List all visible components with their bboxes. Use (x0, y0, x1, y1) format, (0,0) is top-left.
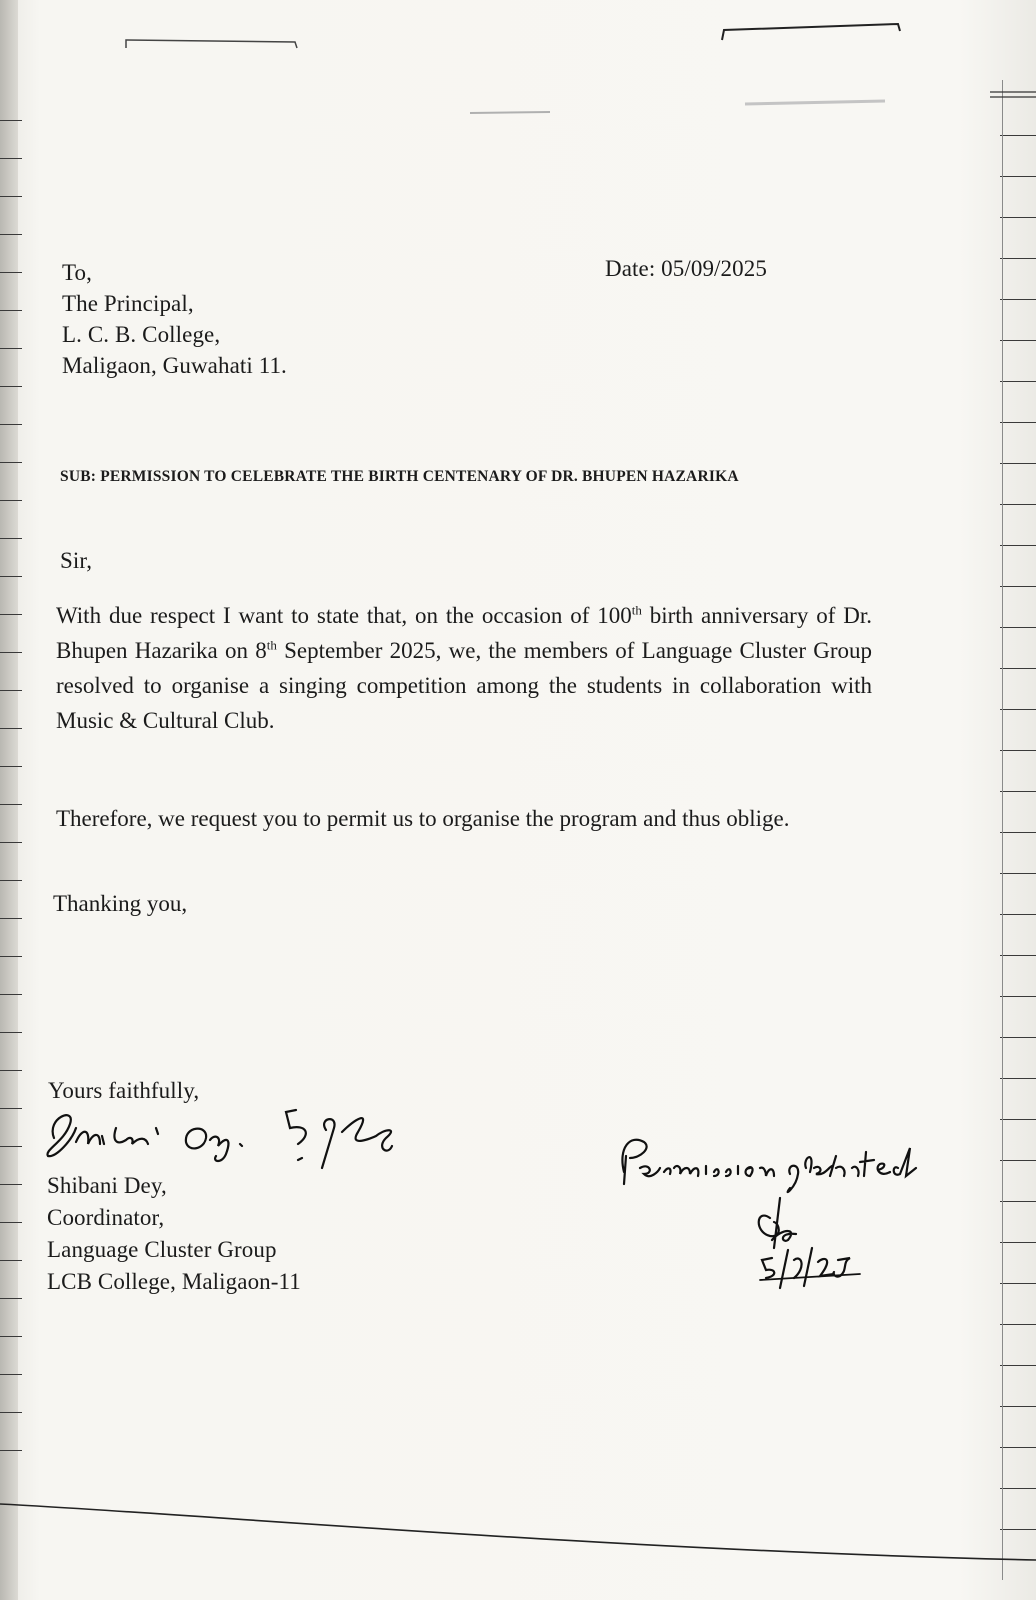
margin-tick (0, 1184, 22, 1185)
margin-tick (1000, 914, 1036, 915)
margin-tick (0, 386, 22, 387)
margin-tick (0, 272, 22, 273)
body-paragraph-1: With due respect I want to state that, on the occasion of 100th birth anniversary of Dr. Bhupen Hazarika on 8th September 2025, we, the members of Language Cluster Group resolved to organise a singing competition among the students in collaboration with Music & Cultural Club. (56, 602, 872, 733)
right-margin-ticks (986, 0, 1036, 1600)
margin-tick (0, 842, 22, 843)
address-line: Maligaon, Guwahati 11. (62, 353, 287, 378)
margin-tick (0, 918, 22, 919)
margin-tick (1000, 1201, 1036, 1202)
margin-tick (1000, 627, 1036, 628)
margin-tick (1000, 1365, 1036, 1366)
margin-tick (0, 1412, 22, 1413)
left-margin-ticks (0, 0, 40, 1600)
margin-tick (1000, 955, 1036, 956)
margin-tick (1000, 422, 1036, 423)
bottom-scan-edge (0, 1490, 1036, 1600)
margin-tick (0, 158, 22, 159)
margin-tick (1000, 463, 1036, 464)
margin-tick (0, 994, 22, 995)
margin-tick (0, 196, 22, 197)
margin-tick (0, 652, 22, 653)
margin-tick (1000, 381, 1036, 382)
margin-tick (1000, 1119, 1036, 1120)
margin-tick (0, 234, 22, 235)
top-scan-marks (0, 0, 1036, 130)
margin-tick (0, 500, 22, 501)
margin-tick (0, 1032, 22, 1033)
margin-tick (0, 462, 22, 463)
margin-tick (1000, 996, 1036, 997)
margin-tick (0, 880, 22, 881)
margin-tick (0, 1108, 22, 1109)
margin-tick (1000, 1078, 1036, 1079)
margin-tick (0, 614, 22, 615)
letter-date: Date: 05/09/2025 (605, 256, 767, 281)
margin-tick (1000, 832, 1036, 833)
thanking-line: Thanking you, (53, 891, 188, 916)
margin-tick (1000, 1283, 1036, 1284)
margin-tick (1000, 873, 1036, 874)
margin-tick (0, 1298, 22, 1299)
margin-tick (0, 538, 22, 539)
margin-tick (1000, 135, 1036, 136)
margin-tick (0, 766, 22, 767)
margin-tick (0, 348, 22, 349)
margin-tick (1000, 1406, 1036, 1407)
address-line: L. C. B. College, (62, 322, 221, 347)
margin-tick (0, 1222, 22, 1223)
margin-tick (0, 576, 22, 577)
salutation: Sir, (60, 548, 93, 573)
margin-tick (1000, 545, 1036, 546)
margin-tick (1000, 586, 1036, 587)
margin-tick (1000, 176, 1036, 177)
margin-tick (1000, 217, 1036, 218)
signer-signature (36, 1098, 396, 1178)
margin-tick (1000, 340, 1036, 341)
margin-tick (1000, 1488, 1036, 1489)
margin-tick (0, 310, 22, 311)
margin-tick (0, 1260, 22, 1261)
signer-block (47, 1170, 301, 1298)
signer-group: Language Cluster Group (47, 1237, 277, 1262)
right-edge-line (1002, 80, 1003, 1580)
approval-note (610, 1128, 950, 1298)
signer-college: LCB College, Maligaon-11 (47, 1269, 301, 1294)
margin-tick (1000, 1324, 1036, 1325)
margin-tick (0, 690, 22, 691)
address-line: To, (62, 260, 92, 285)
margin-tick (0, 1450, 22, 1451)
signer-name: Shibani Dey, (47, 1173, 167, 1198)
margin-tick (0, 728, 22, 729)
margin-tick (1000, 1242, 1036, 1243)
margin-tick (1000, 258, 1036, 259)
recipient-address (62, 257, 287, 381)
margin-tick (1000, 1037, 1036, 1038)
body-paragraph-2: Therefore, we request you to permit us to organise the program and thus oblige. (56, 806, 790, 831)
margin-tick (0, 804, 22, 805)
margin-tick (1000, 709, 1036, 710)
margin-tick (1000, 504, 1036, 505)
margin-tick (0, 1070, 22, 1071)
margin-tick (1000, 791, 1036, 792)
margin-tick (1000, 750, 1036, 751)
subject-line: SUB: PERMISSION TO CELEBRATE THE BIRTH CENTENARY OF DR. BHUPEN HAZARIKA (60, 468, 739, 485)
margin-tick (0, 956, 22, 957)
margin-tick (0, 1146, 22, 1147)
margin-tick (1000, 1447, 1036, 1448)
margin-tick (0, 424, 22, 425)
margin-tick (1000, 1160, 1036, 1161)
signer-title: Coordinator, (47, 1205, 165, 1230)
margin-tick (0, 1374, 22, 1375)
margin-tick (1000, 668, 1036, 669)
margin-tick (1000, 299, 1036, 300)
address-line: The Principal, (62, 291, 194, 316)
closing: Yours faithfully, (48, 1078, 200, 1103)
margin-tick (0, 1336, 22, 1337)
